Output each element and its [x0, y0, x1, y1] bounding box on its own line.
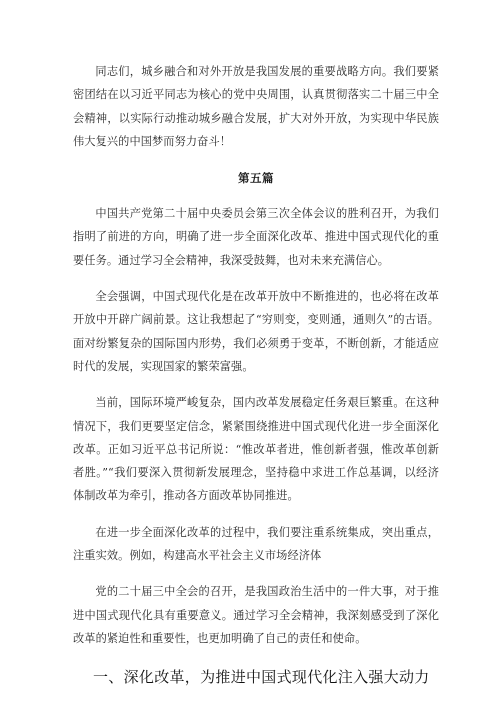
body-paragraph: 中国共产党第二十届中央委员会第三次全体会议的胜利召开，为我们指明了前进的方向，明确了进一步全面深化改革、推进中国式现代化的重要任务。通过学习全会精神，我深受鼓舞，也对未来充满信心。 [73, 207, 439, 267]
sub-heading: 一、深化改革，为推进中国式现代化注入强大动力 [93, 668, 430, 687]
body-paragraph: 全会强调，中国式现代化是在改革开放中不断推进的，也必将在改革开放中开辟广阔前景。这让我想起了“穷则变，变则通，通则久”的古语。面对纷繁复杂的国际国内形势，我们必须勇于变革，不断创新，才能适应时代的发展，实现国家的繁荣富强。 [73, 290, 439, 373]
body-paragraph: 在进一步全面深化改革的过程中，我们要注重系统集成，突出重点，注重实效。例如，构建高水平社会主义市场经济体 [73, 525, 439, 563]
spacer [73, 189, 439, 202]
spacer [73, 650, 439, 664]
spacer [73, 153, 439, 167]
body-paragraph: 当前，国际环境严峻复杂，国内改革发展稳定任务艰巨繁重。在这种情况下，我们更要坚定信念，紧紧围绕推进中国式现代化进一步全面深化改革。正如习近平总书记所说：“惟改革者进，惟创新者强，惟改革创新者胜。”“我们要深入贯彻新发展理念，坚持稳中求进工作总基调，以经济体制改革为牵引，推动各方面改革协同推进。 [73, 396, 439, 503]
intro-paragraph: 同志们，城乡融合和对外开放是我国发展的重要战略方向。我们要紧密团结在以习近平同志为核心的党中央周围，认真贯彻落实二十届三中全会精神，以实际行动推动城乡融合发展，扩大对外开放，为实现中华民族伟大复兴的中国梦而努力奋斗！ [73, 65, 439, 148]
spacer [73, 508, 439, 521]
spacer [73, 272, 439, 285]
document-body [73, 60, 439, 690]
section-title: 第五篇 [238, 171, 274, 186]
spacer [73, 567, 439, 580]
body-paragraph: 党的二十届三中全会的召开，是我国政治生活中的一件大事，对于推进中国式现代化具有重要意义。通过学习全会精神，我深刻感受到了深化改革的紧迫性和重要性，也更加明确了自己的责任和使命。 [73, 585, 439, 645]
spacer [73, 378, 439, 391]
